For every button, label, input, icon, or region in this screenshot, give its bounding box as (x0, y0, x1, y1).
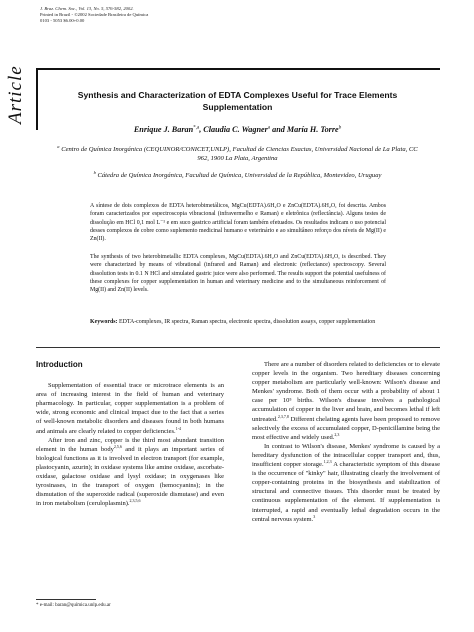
paragraph-text: In contrast to Wilson's disease, Menkes' syndrome is caused by a hereditary dysfunction of the intracellular copper transport and, thus, insufficient copper storage. (252, 442, 440, 469)
author-marker: b (338, 125, 342, 131)
article-type-label: Article (5, 65, 26, 124)
journal-printed-line: Printed in Brazil - ©2002 Sociedade Brasileira de Química (40, 12, 149, 17)
paragraph-text: After iron and zinc, copper is the third most abundant transition element in the human body (36, 436, 224, 453)
affiliation-marker: b (93, 170, 96, 175)
footnote-email: * e-mail: baran@química.unlp.edu.ar (36, 603, 111, 608)
section-heading: Introduction (36, 360, 83, 369)
author-marker: *,a (193, 125, 200, 131)
keywords-text: EDTA-complexes, IR spectra, Raman spectra, electronic spectra, dissolution assays, copper supplementation (117, 319, 376, 325)
citation-ref: 2,3,7,8 (277, 413, 289, 419)
citation-ref: 2,3 (334, 431, 340, 437)
journal-issn-line: 0103 - 5053 $6.00+0.00 (40, 18, 85, 23)
footnote-rule (36, 599, 96, 600)
affiliation-text: Centro de Química Inorgánica (CEQUINOR/CONICET,UNLP), Facultad de Ciencias Exactas, Universidad Nacional de La Plata, CC 962, 1900 La Plata, Argentina (61, 146, 418, 162)
abstract-portuguese: A síntese de dois complexos de EDTA heterobimetálicos, MgCu(EDTA).6H₂O e ZnCu(EDTA).6H₂O, foi descrita. Ambos foram caracterizados por espectroscopia vibracional (infravermelho e Raman) e eletrônica (reflectância). Alguns testes de dissolução em HCl 0,1 mol L⁻¹ e em suco gastrico artificial foram também efetuados. Os resultados indicam o uso potencial desses complexos de cobre como suplemento medicinal humano e veterinário e ao simultâneo reforço dos níveis de Mg(II) e Zn(II). (90, 203, 386, 243)
article-rule-left (36, 68, 38, 130)
paragraph (36, 436, 224, 509)
paragraph-text: Different chelating agents have been proposed to remove selectively the excess of accumulated copper, D-penicillamine being the most effective and widely used. (252, 415, 440, 441)
affiliation-text: Cátedra de Química Inorgánica, Facultad de Química, Universidad de la República, Montevideo, Uruguay (97, 172, 382, 180)
paragraph-text: A characteristic symptom of this disease is the occurrence of "kinky" hair, illustrating clearly the involvement of copper-containing proteins in the biosynthesis and stabilization of structural and connective tissues. This disorder must be treated by continuous supplementation of the element. If supplementation is interrupted, a rapid and eventually lethal degradation occurs in the central nervous system. (252, 461, 440, 523)
citation-ref: 2,5,6 (113, 443, 122, 449)
journal-header (40, 6, 340, 24)
citation-ref: 1,2,3 (323, 458, 332, 464)
author-name: Enrique J. Baran (133, 125, 194, 134)
section-divider (36, 347, 440, 348)
left-column (36, 360, 224, 508)
author-list (56, 125, 419, 134)
paragraph (252, 442, 440, 524)
author-marker: a (267, 125, 271, 131)
paragraph-text: and it plays an important series of biological functions as it is involved in electron transport (for example, plastocyanin, azurin); in oxidase systems like amine oxidase, ascorbate-oxidase, galactose oxidase and lysyl oxidase; in oxygenases like tyrosinases, in the transport of oxygen (hemocyanins); in the dismutation of the superoxide radical (superoxide dismutase) and even in iron metabolism (ceruloplasmin). (36, 445, 224, 508)
affiliation-b (56, 169, 419, 181)
citation-ref: 3 (313, 513, 316, 519)
paragraph-text: There are a number of disorders related to deficiencies or to elevate copper levels in the organism. Two hereditary diseases concerning copper metabolism are particularly well-known: Wilson's disease and Menkes' syndrome. Both of them occur with a probability of about 1 case per 10⁵ births. Wilson's disease involves a pathological accumulation of copper in the liver and brain, and becomes lethal if left untreated. (252, 361, 440, 423)
paragraph (36, 381, 224, 436)
affiliation-marker: a (57, 144, 60, 149)
journal-citation: J. Braz. Chem. Soc., Vol. 13, No. 5, 576-582, 2002. (40, 6, 134, 11)
keywords (90, 318, 386, 326)
citation-ref: 1-4 (175, 425, 182, 431)
paragraph-text: Supplementation of essential trace or microtrace elements is an area of increasing interest in the field of human and veterinary pharmacology. In particular, copper supplementation is a problem of wide, strong economic and clinical impact due to the fact that a series of well-known metabolic disorders and diseases found in both humans and animals are clearly related to copper deficiencies. (36, 382, 224, 435)
right-column (252, 360, 440, 524)
abstract-english: The synthesis of two heterobimetallic EDTA complexes, MgCu(EDTA).6H₂O and ZnCu(EDTA).6H₂O, is described. They were characterized by means of vibrational (infrared and Raman) and electronic (reflectance) spectroscopy. Several dissolution tests in 0.1 N HCl and simulated gastric juice were also performed. The results support the potential usefulness of these complexes for copper supplementation in human and veterinary medicine and to the simultaneous reinforcement of Mg(II) and Zn(II) levels. (90, 254, 386, 294)
paragraph (252, 360, 440, 442)
keywords-label: Keywords: (90, 319, 118, 325)
citation-ref: 2,3,5,6 (129, 498, 141, 504)
article-rule-top (36, 68, 440, 70)
affiliation-a (56, 143, 419, 163)
author-name: , Claudia C. Wagner (199, 125, 268, 134)
paper-title: Synthesis and Characterization of EDTA Complexes Useful for Trace Elements Supplementation (77, 90, 398, 112)
article-type-tag (3, 65, 31, 130)
author-name: and María H. Torre (270, 125, 339, 134)
